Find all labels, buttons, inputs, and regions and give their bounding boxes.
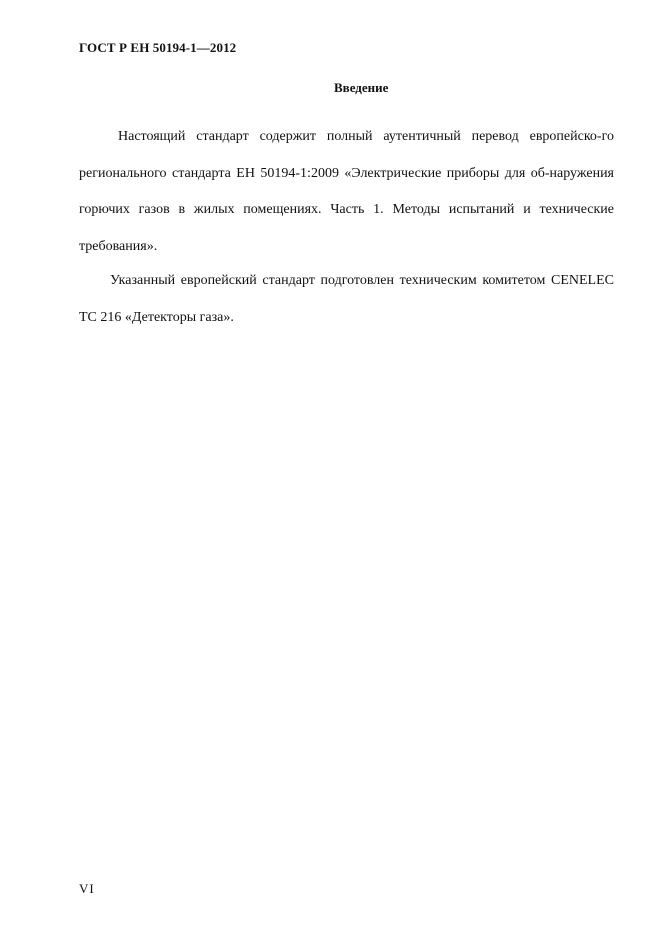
paragraph-1: Настоящий стандарт содержит полный аутентичный перевод европейско-го регионального стандарта ЕН 50194-1:2009 «Электрические приборы для об-наружения горючих газов в жилых помещениях. Часть 1. Методы испытаний и технические требования».	[79, 129, 614, 254]
section-title: Введение	[334, 80, 389, 95]
page-number: VI	[79, 881, 95, 896]
document-code-header: ГОСТ Р ЕН 50194-1—2012	[79, 40, 237, 55]
paragraph-2: Указанный европейский стандарт подготовлен техническим комитетом CENELEC TC 216 «Детекторы газа».	[79, 273, 614, 325]
